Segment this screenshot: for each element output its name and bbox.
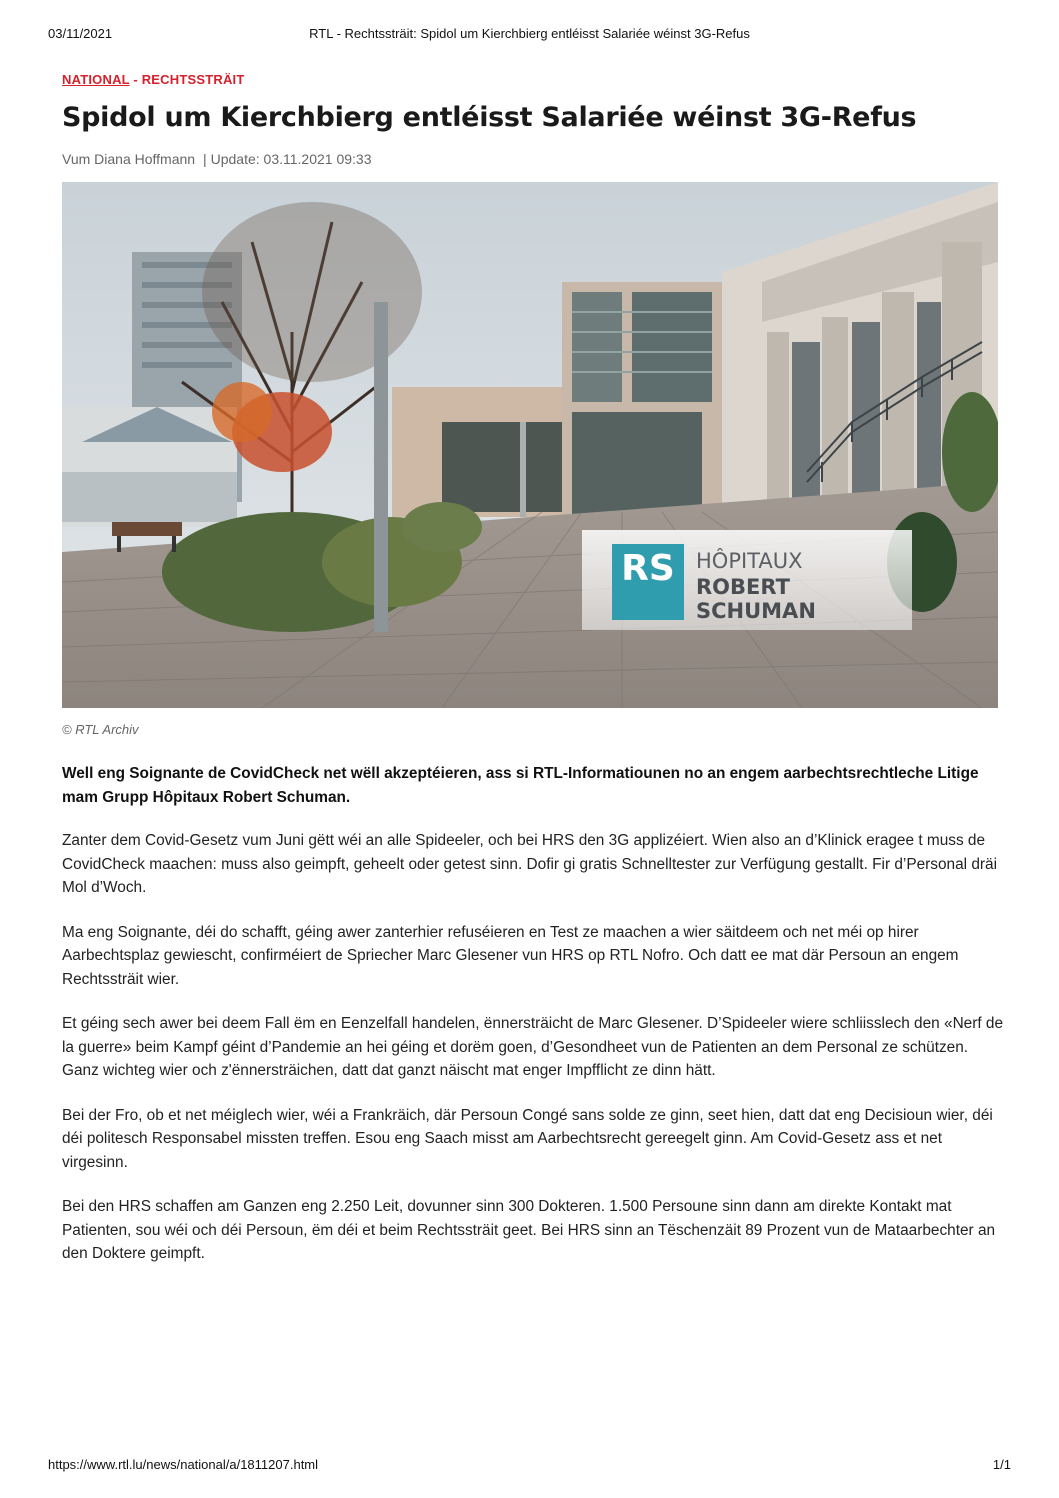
- logo-line2: ROBERT: [696, 575, 790, 599]
- update-time: Update: 03.11.2021 09:33: [210, 151, 372, 167]
- print-footer: [48, 1457, 1011, 1475]
- print-header: [48, 26, 1011, 44]
- logo-line1: HÔPITAUX: [696, 549, 803, 573]
- article-paragraph: Bei der Fro, ob et net méiglech wier, wéi a Frankräich, där Persoun Congé sans solde ze ginn, seet hien, datt dat eng Decisioun wier, déi déi politesch Responsabel missten treffen. Esou eng Saach misst am Aarbechtsrecht gereegelt ginn. Am Covid-Gesetz ass et net virgesinn.: [62, 1106, 993, 1171]
- author: Vum Diana Hoffmann: [62, 151, 196, 167]
- category-sub: - RECHTSSTRÄIT: [133, 72, 245, 87]
- article-headline: Spidol um Kierchbierg entléisst Salariée wéinst 3G-Refus: [62, 102, 917, 133]
- print-date: 03/11/2021: [48, 26, 113, 41]
- image-caption: © RTL Archiv: [62, 722, 139, 737]
- article-lead: Well eng Soignante de CovidCheck net wëll akzeptéieren, ass si RTL-Informatiounen no an engem aarbechtsrechtleche Litige mam Grupp Hôpitaux Robert Schuman.: [62, 765, 979, 806]
- page-url: https://www.rtl.lu/news/national/a/1811207.html: [48, 1457, 319, 1472]
- article-paragraph: Zanter dem Covid-Gesetz vum Juni gëtt wéi an alle Spideeler, och bei HRS den 3G applizéiert. Wien also an d’Klinick eragee t muss de CovidCheck maachen: muss also geimpft, geheelt oder getest sinn. Dofir gi gratis Schnelltester zur Verfügung gestallt. Fir d’Personal dräi Mol d’Woch.: [62, 832, 998, 896]
- article-paragraph: Bei den HRS schaffen am Ganzen eng 2.250 Leit, dovunner sinn 300 Dokteren. 1.500 Persoune sinn dann am direkte Kontakt mat Patienten, sou wéi och déi Persoun, ëm déi et beim Rechtssträit geet. Bei HRS sinn an Tëschenzäit 89 Prozent vun de Mataarbechter an den Doktere geimpft.: [62, 1198, 996, 1262]
- page-number: 1/1: [992, 1457, 1011, 1472]
- byline-separator: |: [202, 151, 207, 167]
- hero-image: [62, 182, 998, 708]
- article-body: [62, 762, 1004, 1287]
- logo-line3: SCHUMAN: [696, 599, 816, 623]
- article-paragraph: Ma eng Soignante, déi do schafft, géing awer zanterhier refuséieren en Test ze maachen a wier säitdeem och net méi op hirer Aarbechtsplaz gewiescht, confirméiert de Spriecher Marc Glesener vun HRS op RTL Nofro. Och datt ee mat där Persoun an engem Rechtssträit wier.: [62, 923, 959, 988]
- article-paragraph: Et géing sech awer bei deem Fall ëm en Eenzelfall handelen, ënnersträicht de Marc Glesener. D’Spideeler wiere schliisslech den «Nerf de la guerre» beim Kampf géint d’Pandemie an hei géing et dorëm goen, d’Gesondheet vun de Patienten an dem Personal ze schützen. Ganz wichteg wier och z'ënnersträichen, datt dat ganzt näischt mat enger Impfflicht ze dinn hätt.: [62, 1015, 1004, 1079]
- byline: [62, 151, 372, 167]
- hospital-logo: [582, 530, 912, 630]
- article-category: [62, 72, 245, 87]
- hospital-photo: [62, 182, 998, 708]
- category-link-national[interactable]: NATIONAL: [62, 72, 130, 87]
- logo-letters: RS: [621, 548, 675, 589]
- print-title: RTL - Rechtssträit: Spidol um Kierchbierg entléisst Salariée wéinst 3G-Refus: [309, 26, 750, 41]
